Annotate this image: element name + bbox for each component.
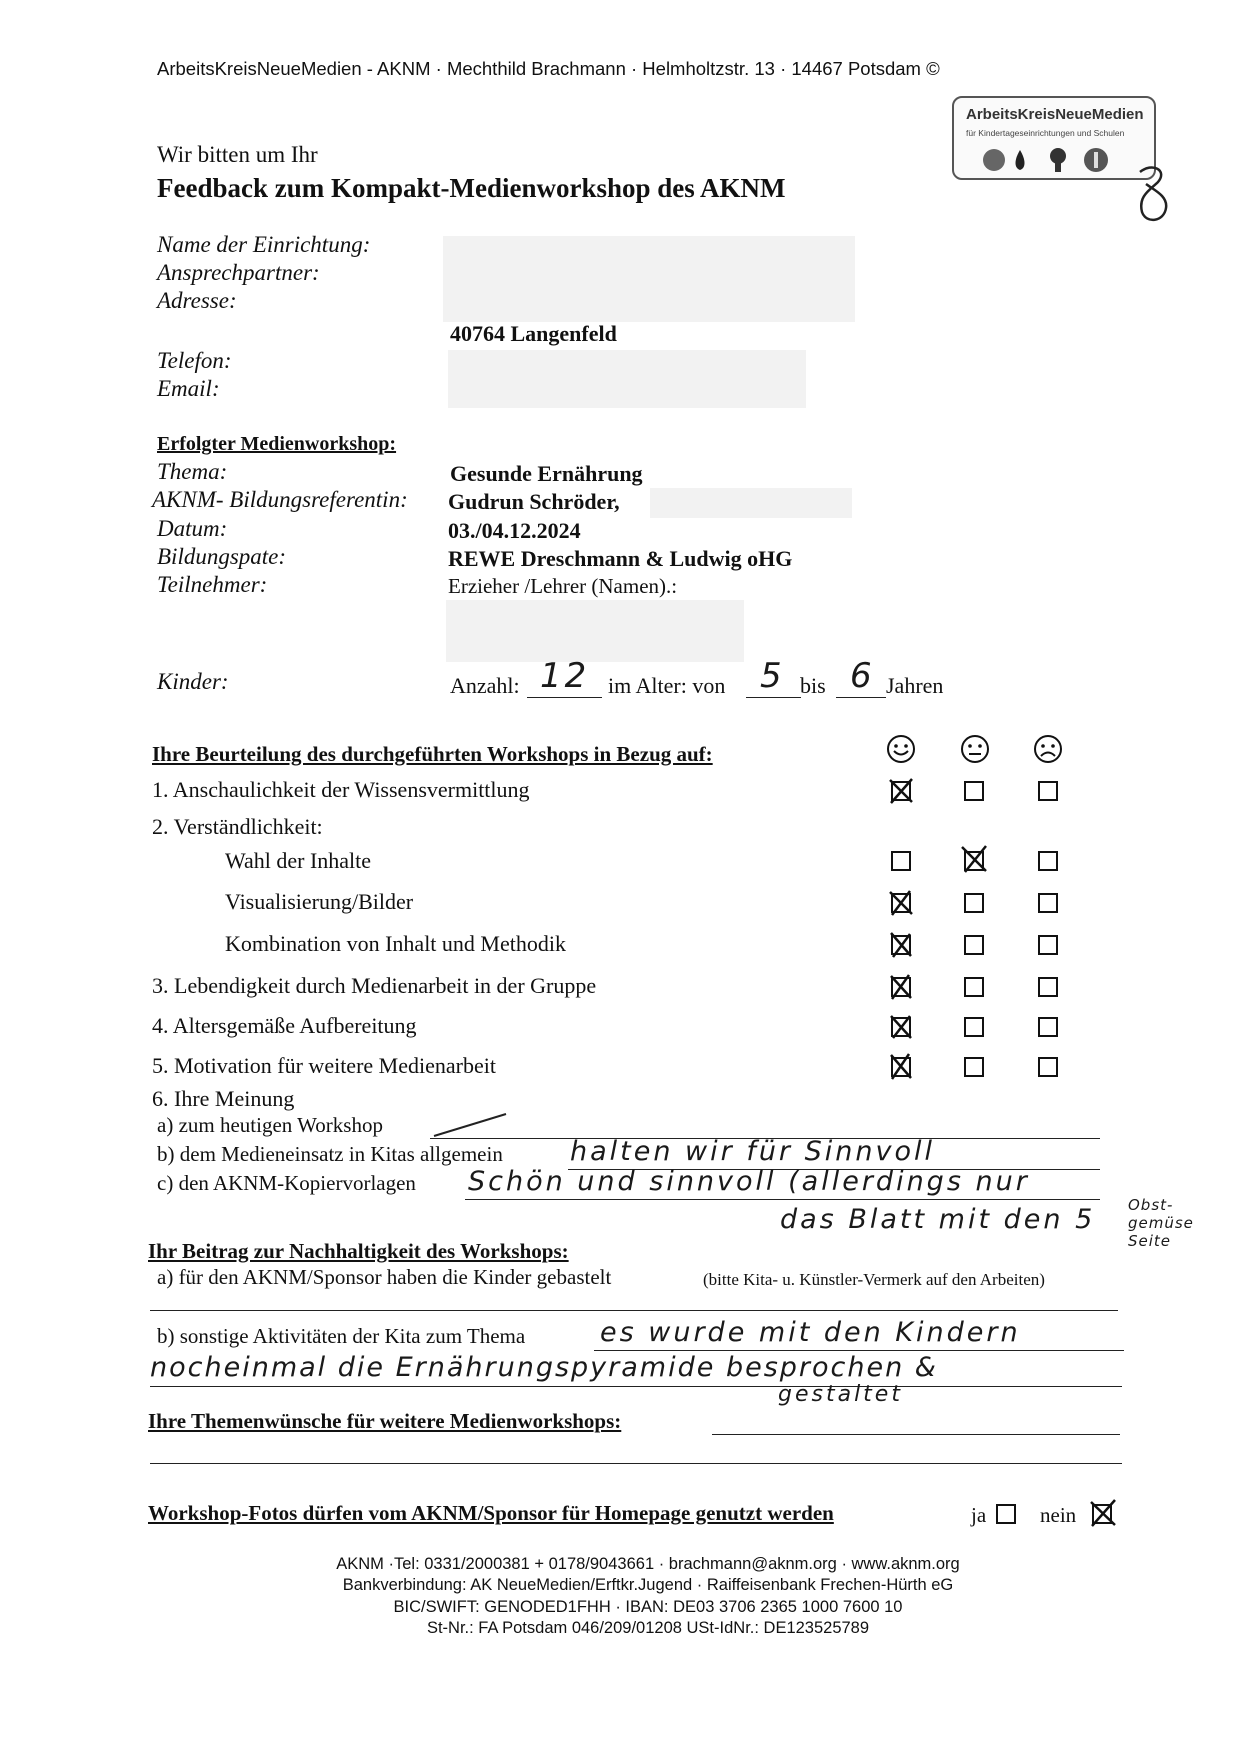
rating-2a-neutral-checkmark <box>959 844 989 874</box>
age-from-value: 5 <box>760 656 785 696</box>
logo-title: ArbeitsKreisNeueMedien <box>966 106 1144 123</box>
rating-item-5-label: 5. Motivation für weitere Medienarbeit <box>152 1053 496 1078</box>
participants-label: Teilnehmer: <box>157 572 268 597</box>
children-count-value: 12 <box>540 656 590 696</box>
rating-2a-negative-checkbox[interactable] <box>1038 851 1058 871</box>
letterhead: ArbeitsKreisNeueMedien - AKNM · Mechthild Brachmann · Helmholtzstr. 13 · 14467 Potsdam © <box>157 58 940 79</box>
referent-label: AKNM- Bildungsreferentin: <box>152 487 408 512</box>
sustainability-a-note: (bitte Kita- u. Künstler-Vermerk auf den Arbeiten) <box>703 1270 1045 1289</box>
wishes-line-2 <box>150 1463 1122 1464</box>
rating-item-2-label: 2. Verständlichkeit: <box>152 814 323 839</box>
opinion-c-answer-1: Schön und sinnvoll (allerdings nur <box>468 1166 1030 1197</box>
rating-item-2a-label: Wahl der Inhalte <box>225 848 372 873</box>
topic-label: Thema: <box>157 459 228 484</box>
footer-tax: St-Nr.: FA Potsdam 046/209/01208 USt-IdNr.: DE123525789 <box>426 1619 870 1637</box>
wishes-line-1 <box>712 1434 1120 1435</box>
opinion-a-dash-mark <box>430 1110 510 1140</box>
rating-5-neutral-checkbox[interactable] <box>964 1057 984 1077</box>
rating-5-positive-checkmark <box>886 1052 916 1082</box>
topic-value: Gesunde Ernährung <box>450 461 643 486</box>
age-to-label: bis <box>800 673 826 698</box>
opinion-c-answer-2: das Blatt mit den 5 <box>780 1204 1096 1235</box>
rating-3-negative-checkbox[interactable] <box>1038 977 1058 997</box>
city-value: 40764 Langenfeld <box>450 321 617 346</box>
neutral-face-icon <box>960 734 990 764</box>
sponsor-value: REWE Dreschmann & Ludwig oHG <box>448 546 793 571</box>
wishes-heading: Ihre Themenwünsche für weitere Medienworkshops: <box>148 1409 622 1433</box>
rating-2b-neutral-checkbox[interactable] <box>964 893 984 913</box>
sustainability-b-line <box>594 1350 1124 1351</box>
opinion-a-label: a) zum heutigen Workshop <box>157 1113 383 1137</box>
sustainability-b-answer-1: es wurde mit den Kindern <box>600 1317 1021 1348</box>
opinion-c-label: c) den AKNM-Kopiervorlagen <box>157 1171 416 1195</box>
workshop-heading: Erfolgter Medienworkshop: <box>157 433 397 455</box>
rating-item-2c-label: Kombination von Inhalt und Methodik <box>225 931 566 956</box>
years-label: Jahren <box>886 673 944 698</box>
rating-4-neutral-checkbox[interactable] <box>964 1017 984 1037</box>
rating-item-3-label: 3. Lebendigkeit durch Medienarbeit in der Gruppe <box>152 973 597 998</box>
sustainability-a-line <box>150 1310 1118 1311</box>
rating-5-negative-checkbox[interactable] <box>1038 1057 1058 1077</box>
age-from-label: im Alter: von <box>608 673 726 698</box>
opinion-c-line <box>465 1199 1100 1200</box>
age-to-underline <box>836 697 886 698</box>
happy-face-icon <box>886 734 916 764</box>
sustainability-a-label: a) für den AKNM/Sponsor haben die Kinder gebastelt <box>157 1265 612 1289</box>
person-label: Ansprechpartner: <box>157 260 320 285</box>
rating-item-1-label: 1. Anschaulichkeit der Wissensvermittlung <box>152 777 530 802</box>
sustainability-b-answer-3: gestaltet <box>778 1382 903 1407</box>
page-title: Feedback zum Kompakt-Medienworkshop des AKNM <box>157 173 786 203</box>
opinion-c-margin-note: Obst-gemüse Seite <box>1128 1196 1194 1250</box>
age-from-underline <box>746 697 801 698</box>
redacted-participants <box>446 600 744 662</box>
rating-3-positive-checkmark <box>886 972 916 1002</box>
rating-1-positive-checkmark <box>886 776 916 806</box>
rating-item-4-label: 4. Altersgemäße Aufbereitung <box>152 1013 417 1038</box>
photos-yes-checkbox[interactable] <box>996 1504 1016 1524</box>
opinion-b-answer: halten wir für Sinnvoll <box>570 1136 935 1167</box>
address-label: Adresse: <box>157 288 237 313</box>
children-label: Kinder: <box>157 669 229 694</box>
children-count-label: Anzahl: <box>450 673 520 698</box>
participants-value: Erzieher /Lehrer (Namen).: <box>448 574 678 598</box>
photos-yes-label: ja <box>971 1503 987 1527</box>
rating-1-neutral-checkbox[interactable] <box>964 781 984 801</box>
sustainability-b-label: b) sonstige Aktivitäten der Kita zum Thema <box>157 1324 526 1348</box>
logo-subtitle: für Kindertageseinrichtungen und Schulen <box>966 128 1125 138</box>
name-label: Name der Einrichtung: <box>157 232 371 257</box>
age-to-value: 6 <box>850 656 875 696</box>
redacted-address-block <box>443 236 855 322</box>
rating-1-negative-checkbox[interactable] <box>1038 781 1058 801</box>
footer-bank: Bankverbindung: AK NeueMedien/Erftkr.Jugend · Raiffeisenbank Frechen-Hürth eG <box>342 1576 954 1594</box>
rating-2c-negative-checkbox[interactable] <box>1038 935 1058 955</box>
rating-2a-positive-checkbox[interactable] <box>891 851 911 871</box>
referent-value: Gudrun Schröder, <box>448 489 620 514</box>
rating-2b-positive-checkmark <box>886 888 916 918</box>
rating-heading: Ihre Beurteilung des durchgeführten Workshops in Bezug auf: <box>152 742 713 766</box>
rating-4-negative-checkbox[interactable] <box>1038 1017 1058 1037</box>
redacted-referent-detail <box>650 488 852 518</box>
date-value: 03./04.12.2024 <box>448 518 581 543</box>
rating-2b-negative-checkbox[interactable] <box>1038 893 1058 913</box>
photos-question: Workshop-Fotos dürfen vom AKNM/Sponsor für Homepage genutzt werden <box>148 1501 834 1525</box>
aknm-logo <box>952 96 1156 180</box>
rating-2c-neutral-checkbox[interactable] <box>964 935 984 955</box>
logo-icons <box>980 146 1130 174</box>
sponsor-label: Bildungspate: <box>157 544 287 569</box>
rating-2c-positive-checkmark <box>886 930 916 960</box>
count-underline <box>527 697 602 698</box>
footer-contact: AKNM ·Tel: 0331/2000381 + 0178/9043661 · brachmann@aknm.org · www.aknm.org <box>336 1555 960 1573</box>
sustainability-b-line-2 <box>150 1386 1122 1387</box>
opinion-heading: 6. Ihre Meinung <box>152 1086 295 1111</box>
rating-item-2b-label: Visualisierung/Bilder <box>225 889 414 914</box>
intro-text: Wir bitten um Ihr <box>157 142 318 167</box>
email-label: Email: <box>157 376 220 401</box>
photos-no-label: nein <box>1040 1503 1077 1527</box>
redacted-contact-block <box>448 350 806 408</box>
sustainability-heading: Ihr Beitrag zur Nachhaltigkeit des Workshops: <box>148 1239 569 1263</box>
rating-3-neutral-checkbox[interactable] <box>964 977 984 997</box>
opinion-b-label: b) dem Medieneinsatz in Kitas allgemein <box>157 1142 503 1166</box>
date-label: Datum: <box>157 516 228 541</box>
sad-face-icon <box>1033 734 1063 764</box>
phone-label: Telefon: <box>157 348 232 373</box>
photos-no-checkmark <box>1088 1498 1118 1528</box>
sustainability-b-answer-2: nocheinmal die Ernährungspyramide besprochen & <box>150 1352 938 1383</box>
footer-iban: BIC/SWIFT: GENODED1FHH · IBAN: DE03 3706 2365 1000 7600 10 <box>393 1598 903 1616</box>
rating-4-positive-checkmark <box>886 1012 916 1042</box>
handwritten-number-mark <box>1130 160 1180 230</box>
